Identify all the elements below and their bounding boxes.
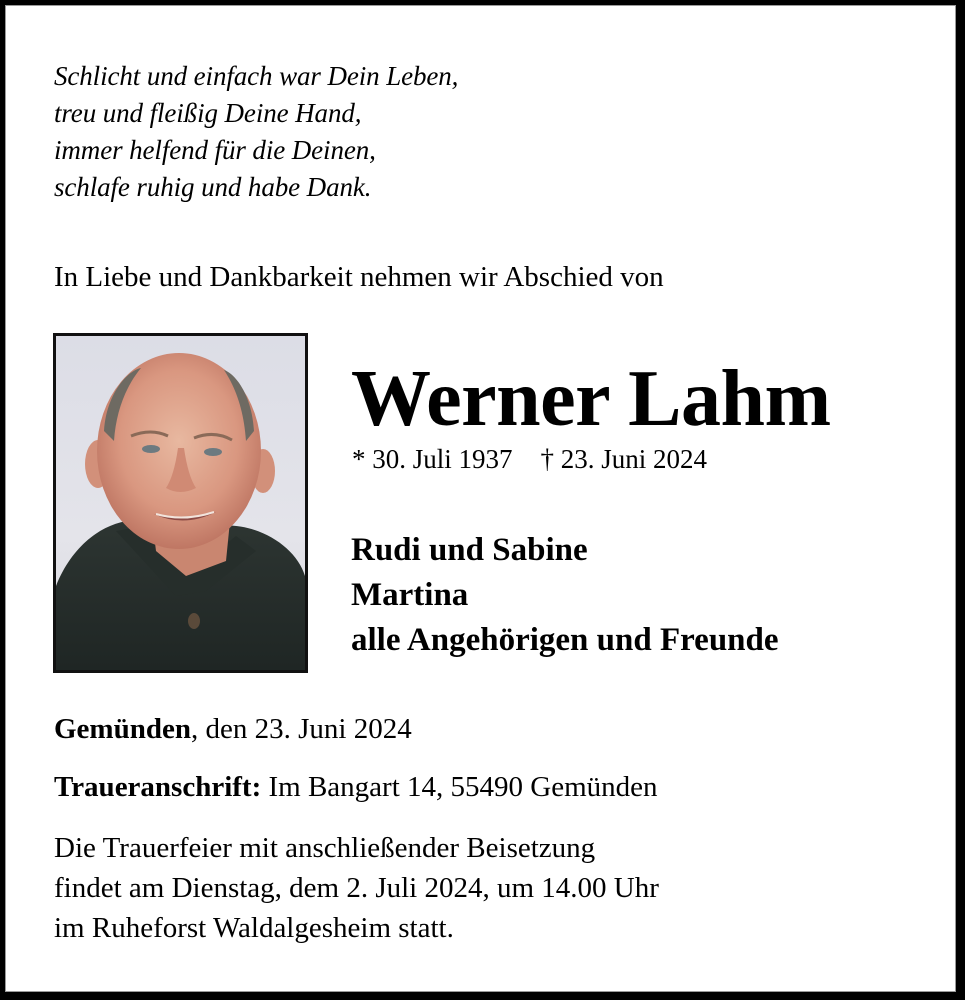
service-line: im Ruheforst Waldalgesheim statt. xyxy=(54,912,454,944)
mourners-list xyxy=(351,528,779,663)
poem-line: treu und fleißig Deine Hand, xyxy=(54,98,362,128)
notice-date: , den 23. Juni 2024 xyxy=(190,713,412,745)
place-and-date xyxy=(54,713,412,746)
funeral-service-info xyxy=(54,828,659,948)
address-value: Im Bangart 14, 55490 Gemünden xyxy=(261,771,658,803)
service-line: findet am Dienstag, dem 2. Juli 2024, um 14.00 Uhr xyxy=(54,872,659,904)
deceased-name: Werner Lahm xyxy=(351,355,831,443)
birth-date: * 30. Juli 1937 xyxy=(352,444,513,474)
service-line: Die Trauerfeier mit anschließender Beisetzung xyxy=(54,832,596,864)
poem-line: immer helfend für die Deinen, xyxy=(54,135,376,165)
mourner: alle Angehörigen und Freunde xyxy=(351,622,779,658)
poem-line: Schlicht und einfach war Dein Leben, xyxy=(54,61,459,91)
place-name: Gemünden xyxy=(54,713,191,745)
mourner: Rudi und Sabine xyxy=(351,532,588,568)
poem xyxy=(54,58,458,206)
address-label: Traueranschrift: xyxy=(54,771,262,803)
death-date: † 23. Juni 2024 xyxy=(540,444,708,474)
mourner: Martina xyxy=(351,577,469,613)
poem-line: schlafe ruhig und habe Dank. xyxy=(54,172,372,202)
mourning-address xyxy=(54,771,658,804)
obituary-notice xyxy=(5,5,956,992)
portrait-photo xyxy=(53,333,308,673)
portrait-illustration xyxy=(56,336,305,670)
intro-text: In Liebe und Dankbarkeit nehmen wir Abschied von xyxy=(54,261,664,293)
life-dates xyxy=(352,444,707,475)
